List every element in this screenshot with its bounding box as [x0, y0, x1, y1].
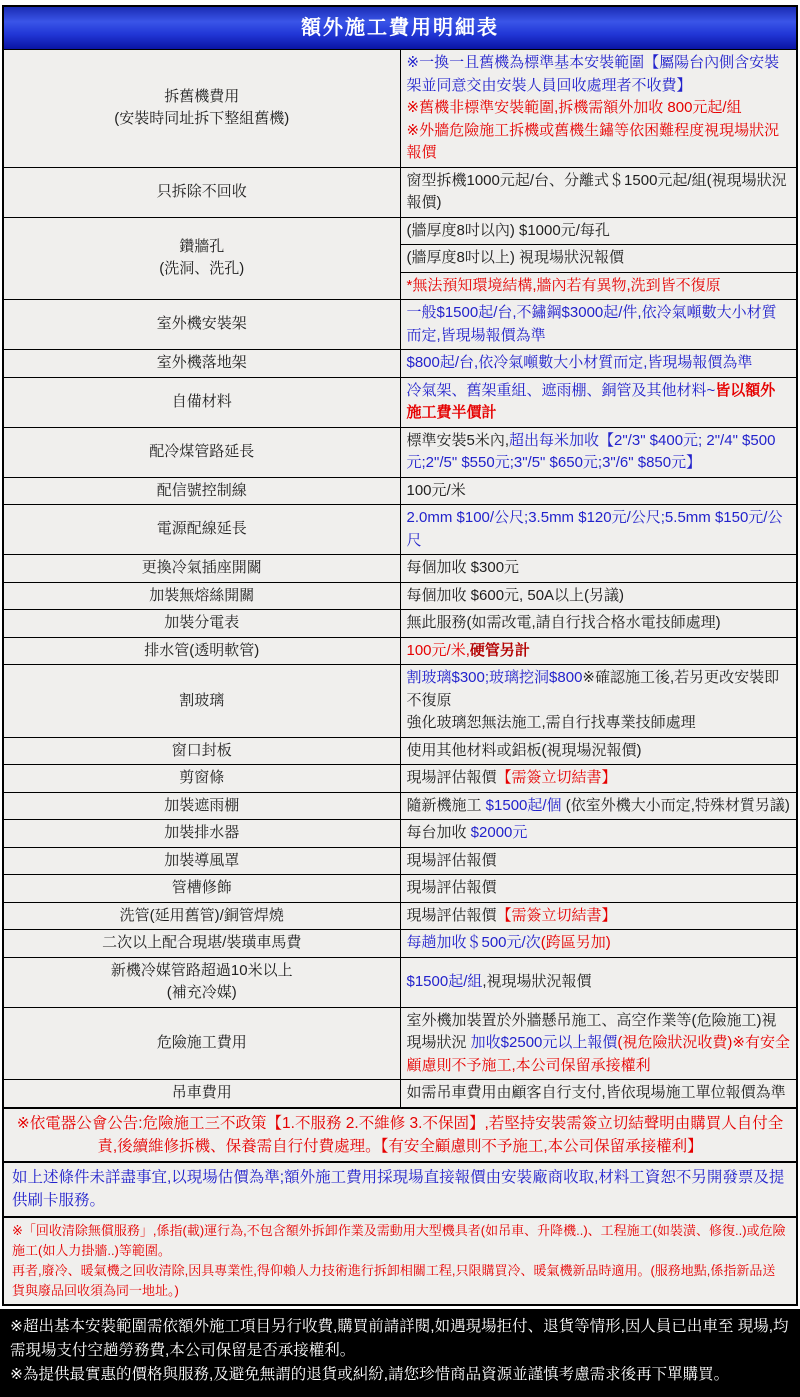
table-row [3, 637, 797, 665]
note-row [3, 1162, 797, 1217]
table-row [3, 350, 797, 378]
text-segment: $1500起/組 [406, 972, 483, 990]
row-value [400, 582, 797, 610]
text-segment: 硬管另計 [469, 641, 530, 659]
value-line [407, 247, 791, 270]
row-label: 加裝分電表 [3, 610, 400, 638]
row-value [400, 847, 797, 875]
table-row [3, 1080, 797, 1108]
table-row [3, 902, 797, 930]
row-value [400, 765, 797, 793]
row-value [400, 427, 797, 477]
value-line [407, 52, 791, 97]
row-value [400, 792, 797, 820]
note-row [3, 1108, 797, 1163]
text-segment: 使用其他材料或鋁板(視現場況報價) [406, 741, 642, 759]
row-value [400, 610, 797, 638]
value-line [407, 712, 791, 735]
value-line [407, 1082, 791, 1105]
text-segment: 現場評估報價 [406, 769, 497, 786]
value-line [407, 932, 791, 955]
fee-table [2, 5, 798, 1306]
table-row [3, 792, 797, 820]
text-segment: 一般$1500起/台,不鏽鋼$3000起/件,依冷氣噸數大小材質而定,皆現場報價為準 [406, 304, 777, 344]
text-segment: $800起/台,依冷氣噸數大小材質而定,皆現場報價為準 [406, 354, 753, 371]
text-segment: ※「回收清除無償服務」,係指(載)運行為,不包含額外拆卸作業及需動用大型機具者(如吊車、升降機..)、工程施工(如裝潢、修復..)或危險施工(如人力掛牆..)等範圍。 [12, 1222, 786, 1258]
value-line [407, 795, 791, 818]
text-segment: 100元/米 [406, 481, 466, 499]
row-value [400, 902, 797, 930]
text-segment: 每個加收 $300元 [406, 559, 520, 576]
row-value [400, 377, 797, 427]
row-label: 加裝導風罩 [3, 847, 400, 875]
value-line [407, 640, 791, 663]
row-value [400, 875, 797, 903]
row-label: 窗口封板 [3, 737, 400, 765]
table-row [3, 555, 797, 583]
text-segment: (牆厚度8吋以上) 視現場狀況報價 [406, 249, 625, 266]
text-segment: 現場評估報價 [406, 851, 497, 869]
text-segment: 【需簽立切結書】 [496, 769, 617, 786]
row-value [400, 245, 797, 273]
table-row [3, 610, 797, 638]
value-line [407, 275, 791, 298]
row-value [400, 737, 797, 765]
row-value [400, 50, 797, 168]
row-value [400, 637, 797, 665]
text-segment: 現場評估報價 [406, 879, 497, 896]
table-row [3, 665, 797, 738]
text-segment: 隨新機施工 [406, 796, 486, 814]
table-row [3, 1007, 797, 1080]
row-value [400, 820, 797, 848]
row-label: 新機冷媒管路超過10米以上 (補充冷媒) [3, 957, 400, 1007]
table-row [3, 930, 797, 958]
value-line [407, 430, 791, 475]
table-row [3, 957, 797, 1007]
note-cell [3, 1108, 797, 1163]
row-label: 自備材料 [3, 377, 400, 427]
row-value [400, 477, 797, 505]
table-row [3, 477, 797, 505]
table-row [3, 737, 797, 765]
text-segment: (視危險狀況收費)※有安全顧慮則不予施工,本公司保留承接權利 [406, 1034, 790, 1074]
value-line [407, 850, 791, 873]
value-line [407, 302, 791, 347]
table-header-row [3, 6, 797, 50]
value-line [407, 740, 791, 763]
text-segment: ※一換一且舊機為標準基本安裝範圍【屬陽台內側含安裝架並同意交由安裝人員回收處理者不收費】 [406, 54, 780, 94]
text-segment: 室外機加裝置於外牆懸吊施工、高空作業等(危險施工)視現場狀況 [406, 1011, 777, 1051]
value-line [407, 480, 791, 503]
row-label: 割玻璃 [3, 665, 400, 738]
value-line [407, 1010, 791, 1078]
text-segment: 100元/米, [406, 641, 470, 659]
row-label: 洗管(延用舊管)/銅管焊燒 [3, 902, 400, 930]
text-segment: $1500起/個 [485, 796, 562, 814]
value-line [407, 352, 791, 375]
text-segment: 割玻璃$300;玻璃挖洞$800 [406, 669, 583, 686]
value-line [407, 120, 791, 165]
page-title: 額外施工費用明細表 [3, 6, 797, 50]
note-line [12, 1221, 788, 1261]
value-line [407, 97, 791, 120]
table-row [3, 377, 797, 427]
note-line [12, 1261, 788, 1301]
text-segment: 超出每米加收【2"/3" $400元; 2"/4" $500元;2"/5" $550元;3"/5" $650元;3"/6" $850元】 [406, 431, 776, 471]
text-segment: 每趟加收＄500元/次 [406, 934, 541, 951]
text-segment: 【需簽立切結書】 [496, 906, 617, 924]
row-label: 加裝排水器 [3, 820, 400, 848]
text-segment: 每個加收 $600元, 50A以上(另議) [406, 586, 625, 604]
row-label: 電源配線延長 [3, 505, 400, 555]
row-label: 室外機落地架 [3, 350, 400, 378]
text-segment: 如需吊車費用由顧客自行支付,皆依現場施工單位報價為準 [406, 1084, 786, 1101]
row-value [400, 272, 797, 300]
text-segment: 無此服務(如需改電,請自行找合格水電技師處理) [406, 614, 721, 631]
row-value [400, 1080, 797, 1108]
text-segment: (跨區另加) [540, 934, 611, 951]
value-line [407, 557, 791, 580]
row-value [400, 167, 797, 217]
value-line [407, 220, 791, 243]
text-segment: 每台加收 [406, 824, 471, 841]
text-segment: (依室外機大小而定,特殊材質另議) [561, 796, 790, 814]
row-label: 配信號控制線 [3, 477, 400, 505]
table-row [3, 300, 797, 350]
note-cell [3, 1162, 797, 1217]
text-segment: 標準安裝5米內, [406, 431, 510, 449]
text-segment: 強化玻璃恕無法施工,需自行找專業技師處理 [406, 714, 696, 731]
value-line [407, 585, 791, 608]
value-line [407, 822, 791, 845]
text-segment: ,視現場狀況報價 [482, 972, 592, 990]
row-label: 只拆除不回收 [3, 167, 400, 217]
value-line [407, 877, 791, 900]
value-line [407, 612, 791, 635]
text-segment: 如上述條件未詳盡事宜,以現場估價為準;額外施工費用採現場直接報價由安裝廠商收取,材料工資恕不另開發票及提供刷卡服務。 [12, 1169, 785, 1210]
text-segment: 冷氣架、舊架重組、遮雨棚、銅管及其他材料~ [406, 381, 716, 399]
text-segment: $2000元 [470, 824, 528, 841]
row-label: 更換冷氣插座開關 [3, 555, 400, 583]
table-row [3, 217, 797, 245]
table-row [3, 820, 797, 848]
text-segment: 加收$2500元以上報價 [470, 1034, 618, 1051]
text-segment: 窗型拆機1000元起/台、分離式＄1500元起/組(視現場狀況報價) [406, 171, 787, 211]
row-value [400, 930, 797, 958]
table-row [3, 765, 797, 793]
text-segment: ※確認施工後,若另更改安裝即不復原 [406, 669, 780, 709]
table-row [3, 427, 797, 477]
row-label: 配冷煤管路延長 [3, 427, 400, 477]
value-line [407, 380, 791, 425]
row-label: 排水管(透明軟管) [3, 637, 400, 665]
row-value [400, 665, 797, 738]
text-segment: *無法預知環境結構,牆內若有異物,洗到皆不復原 [406, 276, 721, 294]
value-line [407, 905, 791, 928]
row-label: 剪窗條 [3, 765, 400, 793]
text-segment: 2.0mm $100/公尺;3.5mm $120元/公尺;5.5mm $150元/公尺 [406, 509, 783, 549]
row-label: 拆舊機費用 (安裝時同址拆下整組舊機) [3, 50, 400, 168]
table-row [3, 50, 797, 168]
text-segment: 再者,廢冷、暖氣機之回收清除,因具專業性,得仰賴人力技術進行拆卸相關工程,只限購買冷、暖氣機新品時適用。(服務地點,係指新品送貨與廢品回收須為同一地址。) [12, 1262, 776, 1298]
footer-warning-line: ※超出基本安裝範圍需依額外施工項目另行收費,購買前請詳閱,如遇現場拒付、退貨等情形,因人員已出車至 現場,均需現場支付空趟勞務費,本公司保留是否承接權利。 [10, 1318, 789, 1360]
value-line [407, 971, 791, 994]
table-row [3, 505, 797, 555]
text-segment: ※外牆危險施工拆機或舊機生鏽等依困難程度視現場狀況報價 [406, 121, 780, 161]
row-label: 吊車費用 [3, 1080, 400, 1108]
text-segment: 現場評估報價 [406, 906, 497, 924]
row-value [400, 505, 797, 555]
row-label: 二次以上配合現堪/裝璜車馬費 [3, 930, 400, 958]
note-row [3, 1217, 797, 1306]
value-line [407, 507, 791, 552]
table-row [3, 582, 797, 610]
note-cell [3, 1217, 797, 1306]
table-row [3, 875, 797, 903]
text-segment: ※舊機非標準安裝範圍,拆機需額外加收 800元起/組 [406, 99, 742, 116]
note-line [12, 1166, 788, 1213]
value-line [407, 767, 791, 790]
row-label: 危險施工費用 [3, 1007, 400, 1080]
row-label: 加裝遮雨棚 [3, 792, 400, 820]
row-value [400, 957, 797, 1007]
row-value [400, 555, 797, 583]
row-value [400, 350, 797, 378]
row-label: 管槽修飾 [3, 875, 400, 903]
row-value [400, 217, 797, 245]
row-value [400, 300, 797, 350]
value-line [407, 170, 791, 215]
table-row [3, 167, 797, 217]
text-segment: (牆厚度8吋以內) $1000元/每孔 [406, 221, 610, 239]
row-label: 加裝無熔絲開關 [3, 582, 400, 610]
text-segment: 皆以額外施工費半價計 [406, 381, 776, 421]
footer-warning-line: ※為提供最實惠的價格與服務,及避免無謂的退貨或糾紛,請您珍惜商品資源並謹慎考慮需求後再下單購買。 [10, 1366, 730, 1384]
footer-warning [0, 1309, 800, 1397]
row-label: 室外機安裝架 [3, 300, 400, 350]
value-line [407, 667, 791, 712]
row-label: 鑽牆孔 (洗洞、洗孔) [3, 217, 400, 300]
text-segment: ※依電器公會公告:危險施工三不政策【1.不服務 2.不維修 3.不保固】,若堅持安裝需簽立切結聲明由購買人自付全責,後續維修拆機、保養需自行付費處理。【有安全顧慮則不予施工,本公司保留承接權利】 [16, 1114, 784, 1155]
table-row [3, 847, 797, 875]
row-value [400, 1007, 797, 1080]
note-line [12, 1112, 788, 1159]
